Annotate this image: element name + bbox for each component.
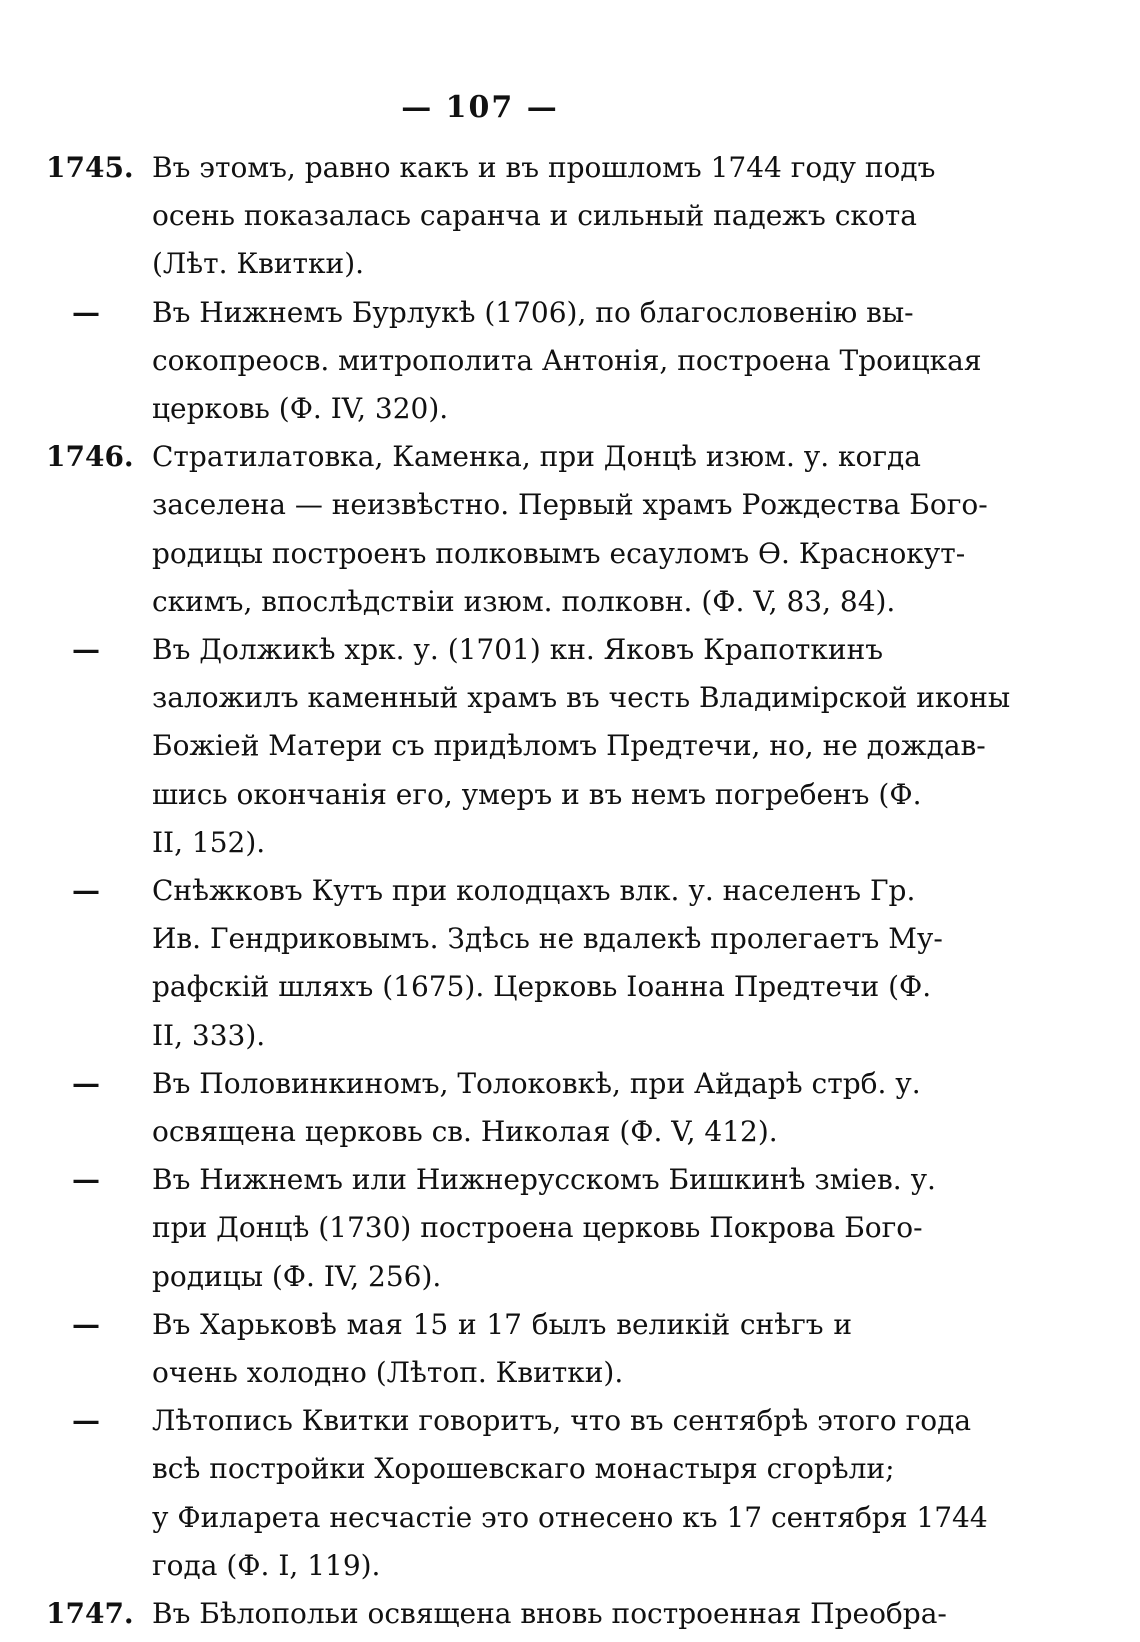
line-text: Въ этомъ, равно какъ и въ прошломъ 1744 году подъ [152, 151, 936, 184]
line-text: церковь (Ф. IV, 320). [152, 392, 449, 425]
line-text: у Филарета несчастіе это отнесено къ 17 сентября 1744 [152, 1500, 988, 1534]
line-text: Въ Должикѣ хрк. у. (1701) кн. Яковъ Крапоткинъ [152, 633, 884, 666]
year-marker: 1746. [46, 440, 134, 474]
line-text: всѣ постройки Хорошевскаго монастыря сгорѣли; [152, 1452, 895, 1486]
line-text: освящена церковь св. Николая (Ф. V, 412). [152, 1115, 778, 1148]
line-text: Въ Бѣлопольи освящена вновь построенная Преобра- [152, 1597, 947, 1630]
line-text: осень показалась саранча и сильный падежъ скота [152, 199, 917, 233]
entry-dash: — [72, 295, 100, 329]
line-text: родицы построенъ полковымъ есауломъ Ѳ. Краснокут- [152, 536, 966, 570]
entry-dash: — [72, 633, 100, 666]
page-number: — 107 — [401, 90, 559, 125]
line-text: Въ Харьковѣ мая 15 и 17 былъ великій снѣгъ и [152, 1307, 852, 1341]
entry-dash: — [72, 1163, 100, 1197]
entry-dash: — [72, 1307, 100, 1341]
line-text: Божіей Матери съ придѣломъ Предтечи, но, не дождав- [152, 729, 986, 763]
line-text: шись окончанія его, умеръ и въ немъ погребенъ (Ф. [152, 777, 922, 811]
line-text: скимъ, впослѣдствіи изюм. полковн. (Ф. V, 83, 84). [152, 584, 896, 618]
entry-dash: — [72, 874, 100, 907]
line-text: Снѣжковъ Кутъ при колодцахъ влк. у. населенъ Гр. [152, 874, 916, 907]
line-text: II, 333). [152, 1018, 266, 1052]
line-text: очень холодно (Лѣтоп. Квитки). [152, 1356, 624, 1389]
line-text: заселена — неизвѣстно. Первый храмъ Рождества Бого- [152, 488, 988, 522]
line-text: (Лѣт. Квитки). [152, 247, 365, 281]
line-text: Въ Нижнемъ или Нижнерусскомъ Бишкинѣ зміев. у. [152, 1163, 936, 1197]
line-text: Стратилатовка, Каменка, при Донцѣ изюм. у. когда [152, 440, 921, 474]
entry-dash: — [72, 1066, 100, 1100]
line-text: Лѣтопись Квитки говоритъ, что въ сентябрѣ этого года [152, 1404, 972, 1438]
year-marker: 1745. [46, 151, 134, 184]
line-text: Въ Половинкиномъ, Толоковкѣ, при Айдарѣ стрб. у. [152, 1066, 921, 1100]
line-text: Ив. Гендриковымъ. Здѣсь не вдалекѣ пролегаетъ Му- [152, 922, 943, 956]
text-line [0, 1586, 1140, 1642]
entry-dash: — [72, 1404, 100, 1438]
line-text: при Донцѣ (1730) построена церковь Покрова Бого- [152, 1211, 923, 1245]
line-text: года (Ф. I, 119). [152, 1548, 381, 1582]
line-text: Въ Нижнемъ Бурлукѣ (1706), по благословенію вы- [152, 295, 914, 329]
year-marker: 1747. [46, 1597, 134, 1630]
line-text: рафскій шляхъ (1675). Церковь Іоанна Предтечи (Ф. [152, 970, 932, 1004]
line-text: заложилъ каменный храмъ въ честь Владимірской иконы [152, 681, 1011, 715]
line-text: сокопреосв. митрополита Антонія, построена Троицкая [152, 343, 982, 377]
line-text: II, 152). [152, 825, 266, 859]
line-text: родицы (Ф. IV, 256). [152, 1259, 442, 1293]
